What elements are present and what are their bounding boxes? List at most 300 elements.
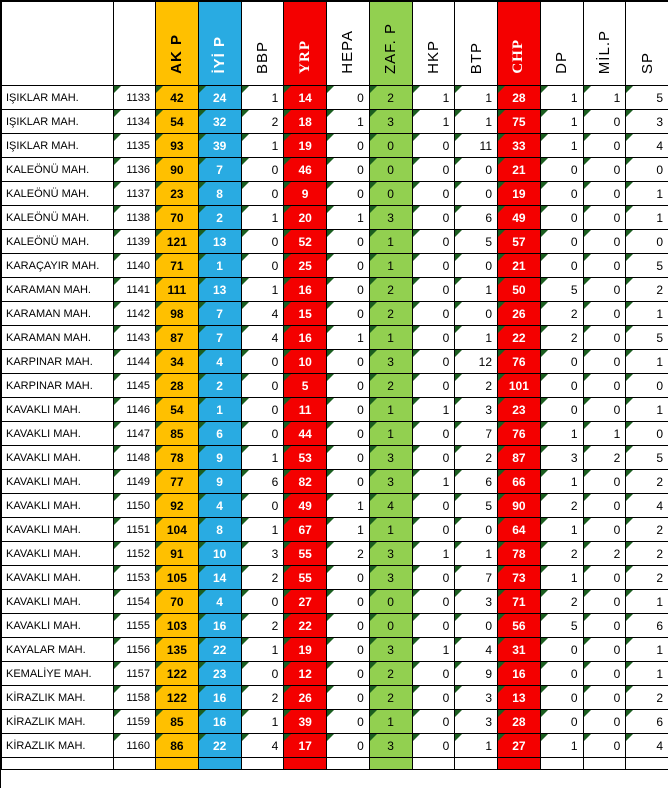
- value-cell-dp[interactable]: 1: [540, 422, 583, 446]
- column-header-akp[interactable]: [156, 2, 199, 86]
- value-cell-hkp[interactable]: 0: [412, 374, 455, 398]
- value-cell-dp[interactable]: 5: [540, 614, 583, 638]
- value-cell-zafp[interactable]: 0: [369, 590, 412, 614]
- value-cell-bbp[interactable]: 2: [241, 614, 284, 638]
- value-cell-sp[interactable]: 2: [626, 470, 668, 494]
- value-cell-zafp[interactable]: 0: [369, 182, 412, 206]
- value-cell-iyip[interactable]: 16: [198, 710, 241, 734]
- column-header-chp[interactable]: [498, 2, 541, 86]
- value-cell-bbp[interactable]: 1: [241, 278, 284, 302]
- value-cell-akp[interactable]: 135: [156, 638, 199, 662]
- value-cell-dp[interactable]: 0: [540, 398, 583, 422]
- value-cell-milp[interactable]: 0: [583, 614, 626, 638]
- value-cell-hkp[interactable]: 0: [412, 686, 455, 710]
- value-cell-dp[interactable]: 1: [540, 470, 583, 494]
- value-cell-zafp[interactable]: 3: [369, 566, 412, 590]
- value-cell-milp[interactable]: 0: [583, 158, 626, 182]
- neighborhood-cell[interactable]: KAVAKLI MAH.: [2, 494, 114, 518]
- value-cell-sp[interactable]: 1: [626, 206, 668, 230]
- value-cell-iyip[interactable]: 24: [198, 86, 241, 110]
- value-cell-btp[interactable]: 5: [455, 230, 498, 254]
- column-header-milp[interactable]: [583, 2, 626, 86]
- value-cell-iyip[interactable]: 23: [198, 662, 241, 686]
- value-cell-sp[interactable]: 1: [626, 662, 668, 686]
- value-cell-bbp[interactable]: 0: [241, 254, 284, 278]
- value-cell-chp[interactable]: 49: [498, 206, 541, 230]
- value-cell-yrp[interactable]: 44: [284, 422, 327, 446]
- value-cell-bbp[interactable]: 1: [241, 206, 284, 230]
- value-cell-iyip[interactable]: 13: [198, 230, 241, 254]
- value-cell-zafp[interactable]: 2: [369, 374, 412, 398]
- value-cell-btp[interactable]: 0: [455, 518, 498, 542]
- value-cell-btp[interactable]: 7: [455, 422, 498, 446]
- value-cell-hkp[interactable]: 0: [412, 446, 455, 470]
- value-cell-dp[interactable]: 2: [540, 302, 583, 326]
- ballot-box-cell[interactable]: 1156: [114, 638, 156, 662]
- value-cell-sp[interactable]: 6: [626, 614, 668, 638]
- value-cell-akp[interactable]: 105: [156, 566, 199, 590]
- value-cell-iyip[interactable]: 7: [198, 302, 241, 326]
- ballot-box-cell[interactable]: 1145: [114, 374, 156, 398]
- value-cell-akp[interactable]: 85: [156, 710, 199, 734]
- value-cell-akp[interactable]: 54: [156, 110, 199, 134]
- value-cell-yrp[interactable]: 19: [284, 134, 327, 158]
- ballot-box-cell[interactable]: 1155: [114, 614, 156, 638]
- value-cell-bbp[interactable]: 0: [241, 494, 284, 518]
- value-cell-sp[interactable]: 2: [626, 566, 668, 590]
- value-cell-bbp[interactable]: 3: [241, 542, 284, 566]
- value-cell-zafp[interactable]: 2: [369, 86, 412, 110]
- value-cell-zafp[interactable]: 2: [369, 278, 412, 302]
- ballot-box-cell[interactable]: 1133: [114, 86, 156, 110]
- value-cell-dp[interactable]: 5: [540, 278, 583, 302]
- value-cell-chp[interactable]: 21: [498, 158, 541, 182]
- value-cell-akp[interactable]: 23: [156, 182, 199, 206]
- value-cell-yrp[interactable]: 9: [284, 182, 327, 206]
- value-cell-dp[interactable]: 0: [540, 374, 583, 398]
- value-cell-hkp[interactable]: 1: [412, 470, 455, 494]
- value-cell-iyip[interactable]: 9: [198, 470, 241, 494]
- value-cell-btp[interactable]: 1: [455, 542, 498, 566]
- value-cell-hkp[interactable]: 0: [412, 494, 455, 518]
- value-cell-zafp[interactable]: 1: [369, 230, 412, 254]
- value-cell-zafp[interactable]: 3: [369, 350, 412, 374]
- value-cell-iyip[interactable]: 22: [198, 734, 241, 758]
- value-cell-btp[interactable]: 12: [455, 350, 498, 374]
- ballot-box-cell[interactable]: 1159: [114, 710, 156, 734]
- value-cell-hkp[interactable]: 0: [412, 134, 455, 158]
- column-header-iyip[interactable]: [198, 2, 241, 86]
- value-cell-sp[interactable]: 2: [626, 278, 668, 302]
- ballot-box-cell[interactable]: 1150: [114, 494, 156, 518]
- neighborhood-cell[interactable]: KALEÖNÜ MAH.: [2, 206, 114, 230]
- value-cell-akp[interactable]: 104: [156, 518, 199, 542]
- value-cell-bbp[interactable]: 0: [241, 350, 284, 374]
- value-cell-bbp[interactable]: 1: [241, 446, 284, 470]
- ballot-box-cell[interactable]: 1136: [114, 158, 156, 182]
- value-cell-yrp[interactable]: 26: [284, 686, 327, 710]
- value-cell-milp[interactable]: 0: [583, 134, 626, 158]
- value-cell-dp[interactable]: 2: [540, 542, 583, 566]
- value-cell-milp[interactable]: 0: [583, 662, 626, 686]
- value-cell-btp[interactable]: 6: [455, 470, 498, 494]
- value-cell-sp[interactable]: 2: [626, 686, 668, 710]
- ballot-box-cell[interactable]: 1139: [114, 230, 156, 254]
- value-cell-sp[interactable]: 1: [626, 638, 668, 662]
- value-cell-iyip[interactable]: 14: [198, 566, 241, 590]
- value-cell-iyip[interactable]: 4: [198, 494, 241, 518]
- value-cell-hkp[interactable]: 0: [412, 326, 455, 350]
- neighborhood-corner-header[interactable]: [2, 2, 114, 86]
- value-cell-dp[interactable]: 0: [540, 158, 583, 182]
- value-cell-iyip[interactable]: 1: [198, 398, 241, 422]
- value-cell-milp[interactable]: 0: [583, 398, 626, 422]
- value-cell-hkp[interactable]: 0: [412, 590, 455, 614]
- value-cell-dp[interactable]: 0: [540, 182, 583, 206]
- value-cell-sp[interactable]: 4: [626, 734, 668, 758]
- value-cell-yrp[interactable]: 11: [284, 398, 327, 422]
- neighborhood-cell[interactable]: KEMALİYE MAH.: [2, 662, 114, 686]
- neighborhood-cell[interactable]: KAVAKLI MAH.: [2, 542, 114, 566]
- value-cell-yrp[interactable]: 82: [284, 470, 327, 494]
- value-cell-hkp[interactable]: 0: [412, 278, 455, 302]
- value-cell-bbp[interactable]: 0: [241, 158, 284, 182]
- value-cell-chp[interactable]: 57: [498, 230, 541, 254]
- value-cell-sp[interactable]: 1: [626, 350, 668, 374]
- value-cell-hkp[interactable]: 0: [412, 614, 455, 638]
- value-cell-hepa[interactable]: 2: [327, 542, 370, 566]
- value-cell-hkp[interactable]: 1: [412, 398, 455, 422]
- value-cell-yrp[interactable]: 55: [284, 542, 327, 566]
- value-cell-bbp[interactable]: 1: [241, 86, 284, 110]
- value-cell-yrp[interactable]: 12: [284, 662, 327, 686]
- value-cell-btp[interactable]: 1: [455, 734, 498, 758]
- value-cell-zafp[interactable]: 1: [369, 398, 412, 422]
- value-cell-akp[interactable]: 122: [156, 686, 199, 710]
- value-cell-chp[interactable]: 76: [498, 350, 541, 374]
- ballot-box-cell[interactable]: 1141: [114, 278, 156, 302]
- value-cell-yrp[interactable]: 52: [284, 230, 327, 254]
- value-cell-milp[interactable]: 0: [583, 254, 626, 278]
- value-cell-hkp[interactable]: 0: [412, 230, 455, 254]
- value-cell-dp[interactable]: 0: [540, 254, 583, 278]
- column-header-btp[interactable]: [455, 2, 498, 86]
- value-cell-hepa[interactable]: 0: [327, 134, 370, 158]
- neighborhood-cell[interactable]: KARAMAN MAH.: [2, 326, 114, 350]
- value-cell-hepa[interactable]: 0: [327, 254, 370, 278]
- value-cell-hkp[interactable]: 0: [412, 518, 455, 542]
- neighborhood-cell[interactable]: KİRAZLIK MAH.: [2, 710, 114, 734]
- column-header-zafp[interactable]: [369, 2, 412, 86]
- value-cell-akp[interactable]: 121: [156, 230, 199, 254]
- value-cell-hepa[interactable]: 0: [327, 158, 370, 182]
- value-cell-sp[interactable]: 4: [626, 494, 668, 518]
- value-cell-bbp[interactable]: 0: [241, 182, 284, 206]
- value-cell-hepa[interactable]: 1: [327, 494, 370, 518]
- value-cell-milp[interactable]: 0: [583, 518, 626, 542]
- value-cell-akp[interactable]: 77: [156, 470, 199, 494]
- value-cell-hkp[interactable]: 0: [412, 734, 455, 758]
- value-cell-yrp[interactable]: 5: [284, 374, 327, 398]
- value-cell-yrp[interactable]: 49: [284, 494, 327, 518]
- value-cell-yrp[interactable]: 16: [284, 326, 327, 350]
- value-cell-iyip[interactable]: 22: [198, 638, 241, 662]
- value-cell-bbp[interactable]: 0: [241, 662, 284, 686]
- value-cell-dp[interactable]: 1: [540, 518, 583, 542]
- value-cell-milp[interactable]: 0: [583, 566, 626, 590]
- value-cell-hepa[interactable]: 0: [327, 614, 370, 638]
- value-cell-zafp[interactable]: 1: [369, 518, 412, 542]
- value-cell-bbp[interactable]: 0: [241, 590, 284, 614]
- value-cell-zafp[interactable]: 3: [369, 446, 412, 470]
- value-cell-bbp[interactable]: 1: [241, 710, 284, 734]
- value-cell-chp[interactable]: 26: [498, 302, 541, 326]
- neighborhood-cell[interactable]: KAVAKLI MAH.: [2, 518, 114, 542]
- value-cell-chp[interactable]: 27: [498, 734, 541, 758]
- value-cell-bbp[interactable]: 1: [241, 134, 284, 158]
- value-cell-iyip[interactable]: 39: [198, 134, 241, 158]
- neighborhood-cell[interactable]: KİRAZLIK MAH.: [2, 686, 114, 710]
- value-cell-zafp[interactable]: 3: [369, 206, 412, 230]
- ballot-box-cell[interactable]: 1138: [114, 206, 156, 230]
- value-cell-dp[interactable]: 2: [540, 326, 583, 350]
- value-cell-bbp[interactable]: 1: [241, 518, 284, 542]
- value-cell-sp[interactable]: 0: [626, 374, 668, 398]
- neighborhood-cell[interactable]: KAVAKLI MAH.: [2, 566, 114, 590]
- value-cell-yrp[interactable]: 20: [284, 206, 327, 230]
- neighborhood-cell[interactable]: KAVAKLI MAH.: [2, 590, 114, 614]
- value-cell-akp[interactable]: 70: [156, 590, 199, 614]
- column-header-dp[interactable]: [540, 2, 583, 86]
- value-cell-akp[interactable]: 87: [156, 326, 199, 350]
- value-cell-hepa[interactable]: 0: [327, 638, 370, 662]
- value-cell-akp[interactable]: 28: [156, 374, 199, 398]
- value-cell-btp[interactable]: 2: [455, 374, 498, 398]
- value-cell-iyip[interactable]: 10: [198, 542, 241, 566]
- value-cell-yrp[interactable]: 67: [284, 518, 327, 542]
- value-cell-milp[interactable]: 0: [583, 734, 626, 758]
- value-cell-chp[interactable]: 75: [498, 110, 541, 134]
- value-cell-dp[interactable]: 0: [540, 638, 583, 662]
- value-cell-akp[interactable]: 98: [156, 302, 199, 326]
- value-cell-zafp[interactable]: 3: [369, 734, 412, 758]
- value-cell-akp[interactable]: 91: [156, 542, 199, 566]
- value-cell-chp[interactable]: 101: [498, 374, 541, 398]
- value-cell-btp[interactable]: 3: [455, 398, 498, 422]
- value-cell-sp[interactable]: 5: [626, 86, 668, 110]
- value-cell-milp[interactable]: 0: [583, 182, 626, 206]
- value-cell-akp[interactable]: 78: [156, 446, 199, 470]
- value-cell-iyip[interactable]: 9: [198, 446, 241, 470]
- value-cell-chp[interactable]: 64: [498, 518, 541, 542]
- value-cell-yrp[interactable]: 53: [284, 446, 327, 470]
- neighborhood-cell[interactable]: KAVAKLI MAH.: [2, 446, 114, 470]
- neighborhood-cell[interactable]: KARAÇAYIR MAH.: [2, 254, 114, 278]
- value-cell-dp[interactable]: 1: [540, 86, 583, 110]
- neighborhood-cell[interactable]: KALEÖNÜ MAH.: [2, 182, 114, 206]
- value-cell-sp[interactable]: 1: [626, 398, 668, 422]
- value-cell-dp[interactable]: 0: [540, 230, 583, 254]
- value-cell-bbp[interactable]: 1: [241, 638, 284, 662]
- ballot-box-cell[interactable]: 1134: [114, 110, 156, 134]
- value-cell-hepa[interactable]: 1: [327, 110, 370, 134]
- value-cell-hkp[interactable]: 0: [412, 566, 455, 590]
- neighborhood-cell[interactable]: KAVAKLI MAH.: [2, 614, 114, 638]
- value-cell-sp[interactable]: 1: [626, 590, 668, 614]
- value-cell-dp[interactable]: 0: [540, 686, 583, 710]
- neighborhood-cell[interactable]: KARPINAR MAH.: [2, 350, 114, 374]
- neighborhood-cell[interactable]: KAVAKLI MAH.: [2, 422, 114, 446]
- ballot-box-cell[interactable]: 1151: [114, 518, 156, 542]
- value-cell-chp[interactable]: 73: [498, 566, 541, 590]
- value-cell-hepa[interactable]: 0: [327, 566, 370, 590]
- value-cell-hepa[interactable]: 0: [327, 686, 370, 710]
- ballot-box-cell[interactable]: 1149: [114, 470, 156, 494]
- value-cell-dp[interactable]: 0: [540, 710, 583, 734]
- value-cell-dp[interactable]: 0: [540, 350, 583, 374]
- value-cell-sp[interactable]: 0: [626, 422, 668, 446]
- value-cell-hepa[interactable]: 0: [327, 278, 370, 302]
- value-cell-yrp[interactable]: 27: [284, 590, 327, 614]
- value-cell-hkp[interactable]: 1: [412, 86, 455, 110]
- value-cell-chp[interactable]: 90: [498, 494, 541, 518]
- value-cell-chp[interactable]: 23: [498, 398, 541, 422]
- value-cell-hepa[interactable]: 0: [327, 230, 370, 254]
- value-cell-dp[interactable]: 0: [540, 662, 583, 686]
- value-cell-hepa[interactable]: 1: [327, 518, 370, 542]
- value-cell-milp[interactable]: 0: [583, 350, 626, 374]
- value-cell-sp[interactable]: 2: [626, 542, 668, 566]
- value-cell-hkp[interactable]: 0: [412, 710, 455, 734]
- value-cell-hepa[interactable]: 0: [327, 422, 370, 446]
- value-cell-hkp[interactable]: 0: [412, 206, 455, 230]
- value-cell-sp[interactable]: 2: [626, 518, 668, 542]
- value-cell-hepa[interactable]: 0: [327, 734, 370, 758]
- value-cell-yrp[interactable]: 46: [284, 158, 327, 182]
- value-cell-milp[interactable]: 0: [583, 206, 626, 230]
- value-cell-akp[interactable]: 86: [156, 734, 199, 758]
- neighborhood-cell[interactable]: KİRAZLIK MAH.: [2, 734, 114, 758]
- value-cell-hepa[interactable]: 1: [327, 206, 370, 230]
- value-cell-zafp[interactable]: 0: [369, 158, 412, 182]
- value-cell-dp[interactable]: 1: [540, 134, 583, 158]
- value-cell-iyip[interactable]: 16: [198, 614, 241, 638]
- value-cell-hepa[interactable]: 0: [327, 398, 370, 422]
- value-cell-chp[interactable]: 66: [498, 470, 541, 494]
- value-cell-hepa[interactable]: 0: [327, 86, 370, 110]
- neighborhood-cell[interactable]: KALEÖNÜ MAH.: [2, 158, 114, 182]
- value-cell-akp[interactable]: 93: [156, 134, 199, 158]
- value-cell-chp[interactable]: 28: [498, 86, 541, 110]
- value-cell-hepa[interactable]: 0: [327, 446, 370, 470]
- value-cell-zafp[interactable]: 3: [369, 542, 412, 566]
- value-cell-chp[interactable]: 31: [498, 638, 541, 662]
- value-cell-sp[interactable]: 5: [626, 326, 668, 350]
- value-cell-sp[interactable]: 6: [626, 710, 668, 734]
- value-cell-zafp[interactable]: 3: [369, 470, 412, 494]
- value-cell-sp[interactable]: 0: [626, 230, 668, 254]
- value-cell-yrp[interactable]: 18: [284, 110, 327, 134]
- value-cell-milp[interactable]: 0: [583, 494, 626, 518]
- ballot-box-cell[interactable]: 1137: [114, 182, 156, 206]
- value-cell-hkp[interactable]: 1: [412, 110, 455, 134]
- value-cell-bbp[interactable]: 2: [241, 566, 284, 590]
- value-cell-chp[interactable]: 22: [498, 326, 541, 350]
- value-cell-bbp[interactable]: 4: [241, 302, 284, 326]
- ballot-box-cell[interactable]: 1147: [114, 422, 156, 446]
- value-cell-hepa[interactable]: 0: [327, 710, 370, 734]
- neighborhood-cell[interactable]: KARAMAN MAH.: [2, 278, 114, 302]
- value-cell-btp[interactable]: 7: [455, 566, 498, 590]
- value-cell-chp[interactable]: 87: [498, 446, 541, 470]
- ballot-box-cell[interactable]: 1154: [114, 590, 156, 614]
- value-cell-hkp[interactable]: 0: [412, 662, 455, 686]
- value-cell-akp[interactable]: 70: [156, 206, 199, 230]
- value-cell-akp[interactable]: 42: [156, 86, 199, 110]
- value-cell-chp[interactable]: 56: [498, 614, 541, 638]
- value-cell-akp[interactable]: 103: [156, 614, 199, 638]
- value-cell-dp[interactable]: 1: [540, 566, 583, 590]
- value-cell-btp[interactable]: 0: [455, 254, 498, 278]
- value-cell-yrp[interactable]: 10: [284, 350, 327, 374]
- ballot-box-cell[interactable]: 1143: [114, 326, 156, 350]
- value-cell-hepa[interactable]: 0: [327, 470, 370, 494]
- value-cell-zafp[interactable]: 2: [369, 662, 412, 686]
- value-cell-akp[interactable]: 71: [156, 254, 199, 278]
- value-cell-iyip[interactable]: 7: [198, 158, 241, 182]
- value-cell-hkp[interactable]: 0: [412, 254, 455, 278]
- ballot-box-cell[interactable]: 1144: [114, 350, 156, 374]
- value-cell-yrp[interactable]: 55: [284, 566, 327, 590]
- value-cell-sp[interactable]: 1: [626, 302, 668, 326]
- neighborhood-cell[interactable]: KAYALAR MAH.: [2, 638, 114, 662]
- value-cell-dp[interactable]: 2: [540, 590, 583, 614]
- value-cell-hkp[interactable]: 1: [412, 638, 455, 662]
- value-cell-hkp[interactable]: 0: [412, 350, 455, 374]
- value-cell-zafp[interactable]: 4: [369, 494, 412, 518]
- value-cell-zafp[interactable]: 0: [369, 614, 412, 638]
- value-cell-milp[interactable]: 1: [583, 86, 626, 110]
- value-cell-iyip[interactable]: 1: [198, 254, 241, 278]
- value-cell-zafp[interactable]: 0: [369, 134, 412, 158]
- value-cell-btp[interactable]: 0: [455, 614, 498, 638]
- value-cell-yrp[interactable]: 22: [284, 614, 327, 638]
- ballot-box-cell[interactable]: 1160: [114, 734, 156, 758]
- value-cell-dp[interactable]: 0: [540, 206, 583, 230]
- value-cell-bbp[interactable]: 2: [241, 110, 284, 134]
- value-cell-btp[interactable]: 6: [455, 206, 498, 230]
- value-cell-akp[interactable]: 85: [156, 422, 199, 446]
- value-cell-milp[interactable]: 0: [583, 302, 626, 326]
- value-cell-milp[interactable]: 0: [583, 710, 626, 734]
- value-cell-akp[interactable]: 34: [156, 350, 199, 374]
- ballot-box-cell[interactable]: 1153: [114, 566, 156, 590]
- value-cell-yrp[interactable]: 19: [284, 638, 327, 662]
- ballot-box-cell[interactable]: 1146: [114, 398, 156, 422]
- ballot-box-cell[interactable]: 1152: [114, 542, 156, 566]
- value-cell-sp[interactable]: 3: [626, 110, 668, 134]
- column-header-sp[interactable]: [626, 2, 668, 86]
- value-cell-zafp[interactable]: 2: [369, 686, 412, 710]
- value-cell-chp[interactable]: 28: [498, 710, 541, 734]
- value-cell-akp[interactable]: 90: [156, 158, 199, 182]
- column-header-hkp[interactable]: [412, 2, 455, 86]
- value-cell-iyip[interactable]: 4: [198, 350, 241, 374]
- ballot-box-corner-header[interactable]: [114, 2, 156, 86]
- value-cell-zafp[interactable]: 1: [369, 326, 412, 350]
- value-cell-hkp[interactable]: 0: [412, 302, 455, 326]
- value-cell-sp[interactable]: 0: [626, 158, 668, 182]
